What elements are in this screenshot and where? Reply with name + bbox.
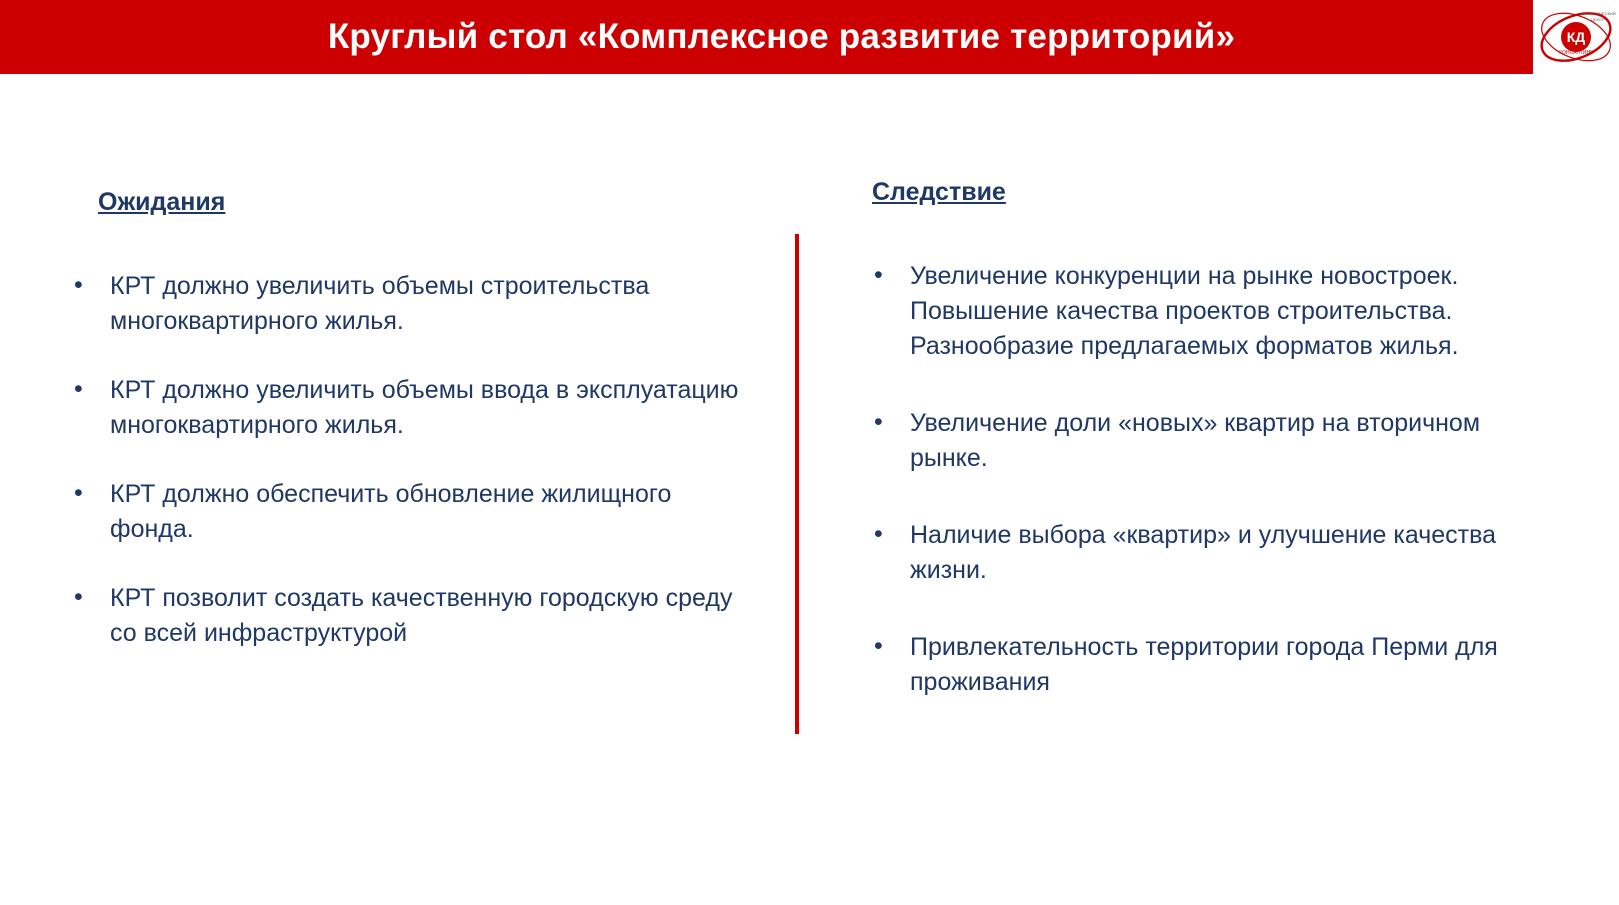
list-item: • КРТ должно обеспечить обновление жилищного фонда.	[60, 477, 760, 547]
consequences-heading: Следствие	[872, 178, 1006, 206]
list-item: • Привлекательность территории города Перми для проживания	[860, 630, 1540, 700]
list-item: • Увеличение конкуренции на рынке новостроек. Повышение качества проектов строительства. Разнообразие предлагаемых форматов жилья.	[860, 259, 1540, 364]
expectations-column	[60, 74, 760, 685]
page-title: Круглый стол «Комплексное развитие территорий»	[327, 17, 1236, 56]
kd-consulting-logo	[1533, 0, 1619, 74]
header-bar	[0, 0, 1533, 74]
list-item: • Увеличение доли «новых» квартир на вторичном рынке.	[860, 406, 1540, 476]
expectations-heading: Ожидания	[98, 188, 226, 216]
logo-icon	[1536, 5, 1616, 69]
svg-text:КОНСАЛТИНГ: КОНСАЛТИНГ	[1559, 50, 1593, 56]
expectations-list	[60, 269, 760, 651]
list-item: • Наличие выбора «квартир» и улучшение качества жизни.	[860, 518, 1540, 588]
consequences-column	[860, 74, 1540, 742]
svg-text:КД: КД	[1566, 29, 1586, 45]
column-divider	[795, 234, 799, 734]
list-item: • КРТ должно увеличить объемы строительства многоквартирного жилья.	[60, 269, 760, 339]
list-item: • КРТ должно увеличить объемы ввода в эксплуатацию многоквартирного жилья.	[60, 373, 760, 443]
list-item: • КРТ позволит создать качественную городскую среду со всей инфраструктурой	[60, 581, 760, 651]
slide-body	[0, 74, 1619, 905]
svg-text:ЦЕНТР: ЦЕНТР	[1591, 17, 1605, 22]
consequences-list	[860, 259, 1540, 700]
svg-text:АНАЛИТИЧЕСКИЙ: АНАЛИТИЧЕСКИЙ	[1580, 11, 1616, 16]
